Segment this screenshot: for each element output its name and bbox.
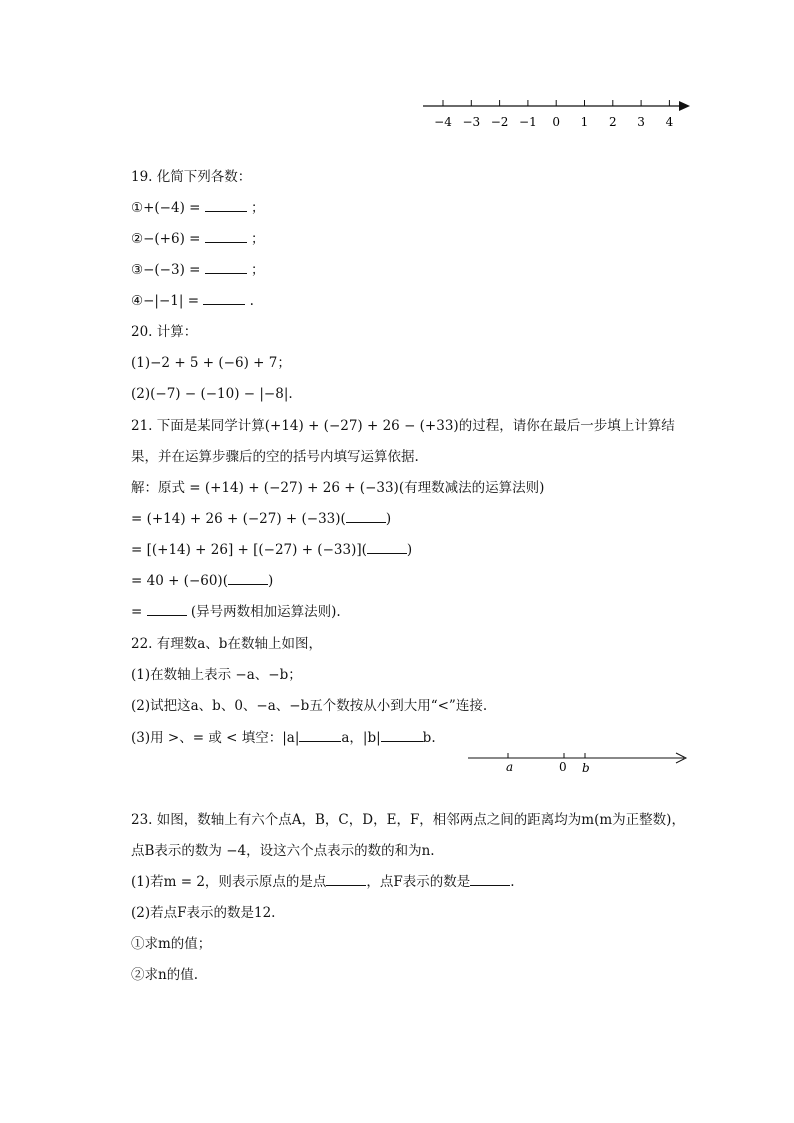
q22-item-3: [131, 729, 436, 747]
q21-step-2-close: ): [385, 511, 392, 527]
tick-label: 2: [608, 115, 617, 129]
answer-blank[interactable]: [326, 873, 366, 886]
q23-line-3-part-b: ，点F表示的数是: [366, 874, 471, 890]
q23-line-2: 点B表示的数为 −4，设这六个点表示的数的和为n.: [131, 843, 435, 859]
q21-step-5: [131, 603, 341, 621]
answer-blank[interactable]: [228, 572, 268, 585]
q19-item-4: [131, 292, 254, 310]
q19-item-3-expr: ③−(−3) =: [131, 262, 205, 278]
number-line-arrow: [679, 101, 690, 111]
q23-line-1: 23. 如图，数轴上有六个点A，B，C，D，E，F，相邻两点之间的距离均为m(m为正整数)，: [131, 812, 685, 828]
q21-step-4-expr: = 40 + (−60)(: [131, 573, 228, 589]
q23-line-6: ②求n的值.: [131, 967, 198, 983]
label-a: a: [506, 760, 514, 774]
answer-blank[interactable]: [205, 230, 247, 243]
q21-step-2-expr: = (+14) + 26 + (−27) + (−33)(: [131, 511, 346, 527]
q23-line-3-part-a: (1)若m = 2，则表示原点的是点: [131, 874, 327, 890]
q21-step-5-rule: (异号两数相加运算法则).: [186, 604, 341, 620]
answer-blank[interactable]: [470, 873, 510, 886]
tick-label: 0: [552, 115, 561, 129]
label-b: b: [582, 761, 590, 775]
q19-item-1-punct: ；: [246, 200, 265, 216]
q22-title: 22. 有理数a、b在数轴上如图，: [131, 636, 322, 652]
q21-step-4: [131, 572, 273, 590]
label-zero: 0: [559, 760, 567, 774]
q21-step-3: [131, 541, 412, 559]
q20-item-1: (1)−2 + 5 + (−6) + 7；: [131, 355, 291, 371]
q22-item-2: (2)试把这a、b、0、−a、−b五个数按从小到大用“<”连接.: [131, 698, 488, 714]
q19-title: 19. 化简下列各数：: [131, 169, 252, 185]
q22-item-1: (1)在数轴上表示 −a、−b；: [131, 667, 302, 683]
q19-item-2-punct: ；: [246, 231, 265, 247]
answer-blank[interactable]: [299, 729, 341, 742]
q22-item-3-part-a: (3)用 >、= 或 < 填空：|a|: [131, 730, 300, 746]
tick-label: 1: [580, 115, 589, 129]
q21-step-2: [131, 510, 391, 528]
q23-line-3-part-c: .: [510, 874, 515, 890]
q21-line-1: 21. 下面是某同学计算(+14) + (−27) + 26 − (+33)的过程，请你在最后一步填上计算结: [131, 418, 675, 434]
answer-blank[interactable]: [203, 292, 245, 305]
q23-line-4: (2)若点F表示的数是12.: [131, 905, 276, 921]
q21-step-3-expr: = [(+14) + 26] + [(−27) + (−33)](: [131, 542, 367, 558]
answer-blank[interactable]: [205, 261, 247, 274]
q19-item-3: [131, 261, 265, 279]
q21-line-2: 果，并在运算步骤后的空的括号内填写运算依据.: [131, 449, 419, 465]
q20-item-2: (2)(−7) − (−10) − |−8|.: [131, 386, 293, 402]
q19-item-4-expr: ④−|−1| =: [131, 293, 204, 309]
tick-label: −3: [462, 115, 481, 129]
q19-item-1: [131, 199, 265, 217]
number-line-top: [415, 95, 700, 131]
number-line-q22: [462, 748, 698, 778]
q23-line-3: [131, 873, 515, 891]
q19-item-2-expr: ②−(+6) =: [131, 231, 205, 247]
answer-blank[interactable]: [346, 510, 386, 523]
q19-item-3-punct: ；: [246, 262, 265, 278]
answer-blank[interactable]: [147, 603, 187, 616]
q20-title: 20. 计算：: [131, 324, 198, 340]
answer-blank[interactable]: [205, 199, 247, 212]
q21-step-1: 解：原式 = (+14) + (−27) + 26 + (−33)(有理数减法的运算法则): [131, 480, 545, 496]
q19-item-1-expr: ①+(−4) =: [131, 200, 205, 216]
q21-step-3-close: ): [406, 542, 413, 558]
tick-label: 3: [637, 115, 645, 129]
answer-blank[interactable]: [381, 729, 423, 742]
tick-label: −2: [490, 115, 509, 129]
tick-label: −1: [519, 115, 537, 129]
q19-item-4-punct: .: [245, 293, 254, 309]
q21-step-5-expr: =: [131, 604, 147, 620]
q23-line-5: ①求m的值；: [131, 936, 212, 952]
q19-item-2: [131, 230, 265, 248]
q21-step-4-close: ): [267, 573, 274, 589]
tick-label: 4: [665, 115, 674, 129]
q22-item-3-part-c: b.: [422, 730, 436, 746]
q22-item-3-part-b: a，|b|: [341, 730, 381, 746]
answer-blank[interactable]: [367, 541, 407, 554]
tick-label: −4: [434, 115, 452, 129]
